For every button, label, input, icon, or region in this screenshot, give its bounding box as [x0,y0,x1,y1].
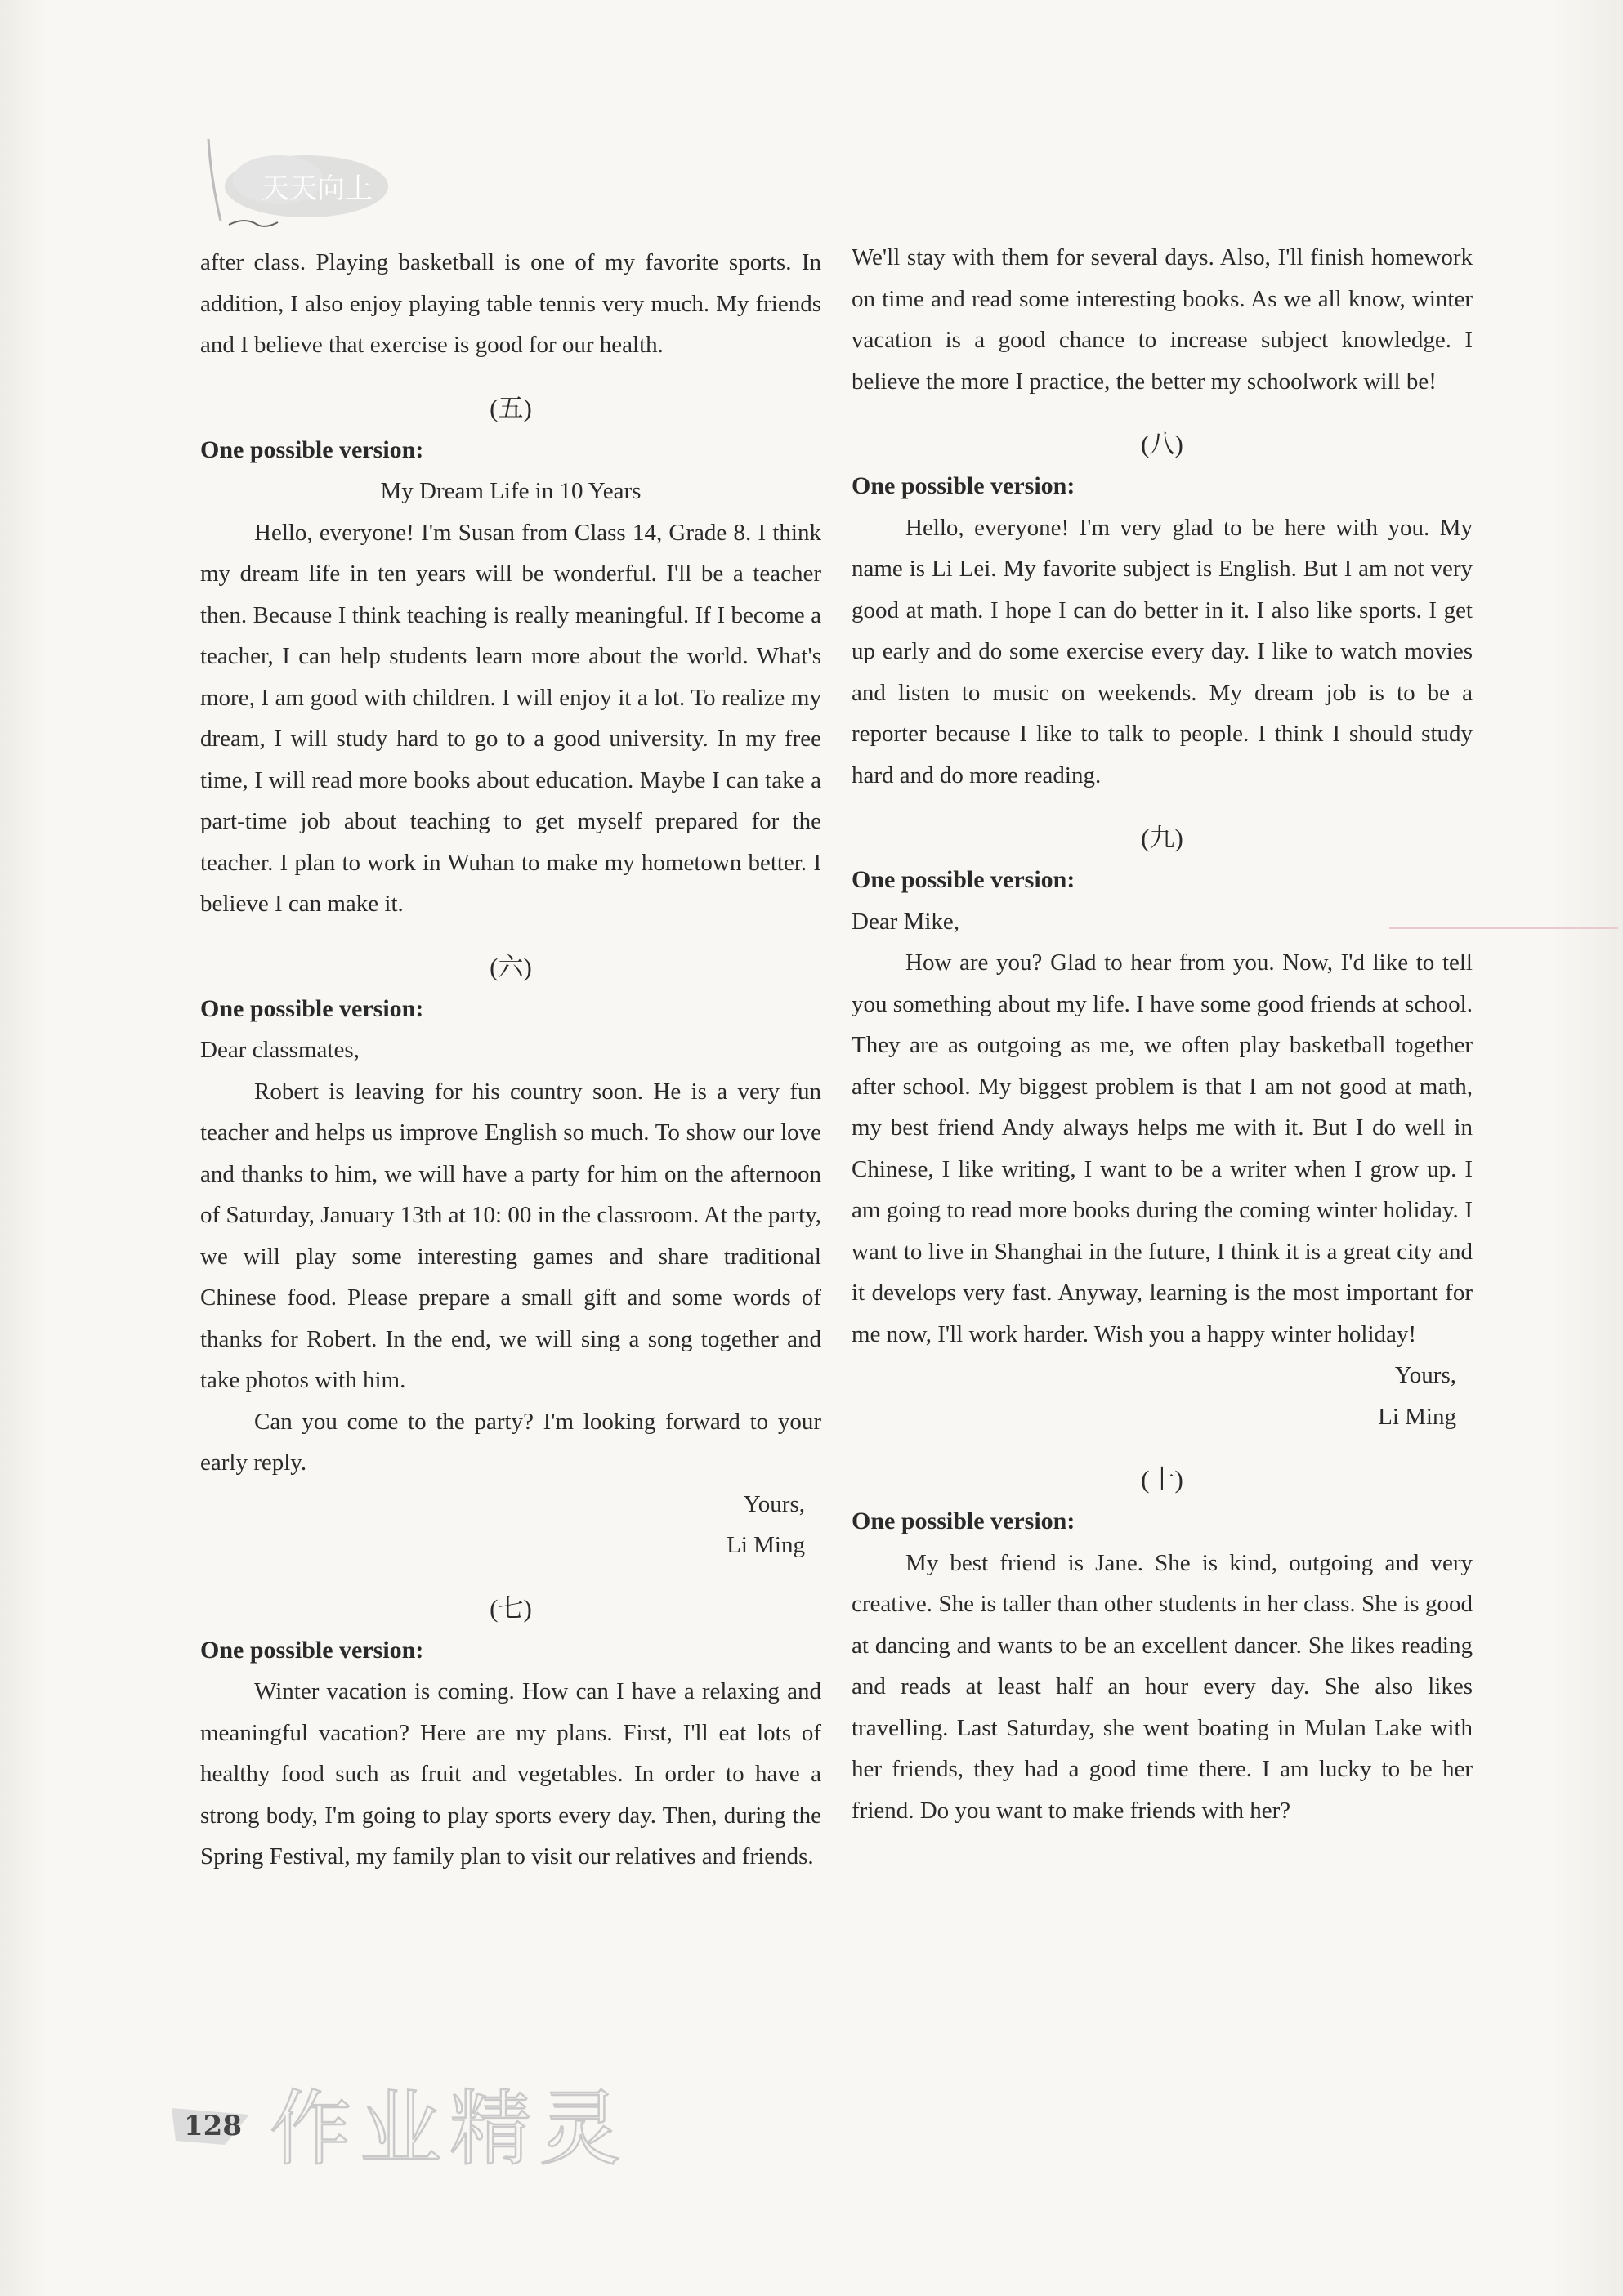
section-heading: (六) [490,952,532,981]
body-text: Dear Mike, [852,908,960,935]
right-column [852,237,1473,1831]
version-label: One possible version: [852,472,1075,499]
section-heading: (九) [1141,824,1183,852]
section-heading: (十) [1141,1465,1183,1494]
paragraph: Robert is leaving for his country soon. He is a very fun teacher and helps us improve English so much. To show our love and thanks to him, we will have a party for him on the afternoon of Saturday, January 13th at 10: 00 in the classroom. At the party, we will play some interesting games and share traditional Chinese food. Please prepare a small gift and some words of thanks for Robert. In the end, we will sing a song together and take photos with him. [200,1078,821,1393]
paragraph: My best friend is Jane. She is kind, outgoing and very creative. She is taller than other students in her class. She is good at dancing and wants to be an excellent dancer. She likes reading and reads at least half an hour every day. She also likes travelling. Last Saturday, she went boating in Mulan Lake with her friends, they had a good time there. I am lucky to be her friend. Do you want to make friends with her? [852,1549,1473,1824]
version-label: One possible version: [852,1508,1075,1534]
page-number: 128 [184,2110,242,2142]
version-label: One possible version: [200,994,424,1022]
paragraph: Hello, everyone! I'm Susan from Class 14, Grade 8. I think my dream life in ten years will be wonderful. I'll be a teacher then. Because I think teaching is really meaningful. If I become a teacher, I can help students learn more about the world. What's more, I am good with children. I will enjoy it a lot. To realize my dream, I will study hard to go to a good university. In my free time, I will read more books about education. Maybe I can take a part-time job about teaching to get myself prepared for the teacher. I plan to work in Wuhan to make my hometown better. I believe I can make it. [200,519,821,917]
body-text: We'll stay with them for several days. Also, I'll finish homework on time and read some interesting books. As we all know, winter vacation is a good chance to increase subject knowledge. I believe the more I practice, the better my schoolwork will be! [852,244,1473,395]
paragraph: Winter vacation is coming. How can I have a relaxing and meaningful vacation? Here are my plans. First, I'll eat lots of healthy food such as fruit and vegetables. In order to have a strong body, I'm going to play sports every day. Then, during the Spring Festival, my family plan to visit our relatives and friends. [200,1678,821,1869]
section-heading: (五) [490,393,532,422]
left-column [200,242,821,1878]
paragraph: How are you? Glad to hear from you. Now, I'd like to tell you something about my life. I have some good friends at school. They are as outgoing as me, we often play basketball together after school. My biggest problem is that I am not good at math, my best friend Andy always helps me with it. But I do well in Chinese, I like writing, I want to be a writer when I grow up. I am going to read more books during the coming winter holiday. I want to live in Shanghai in the future, I think it is a great city and it develops very fast. Anyway, learning is the most important for me now, I'll work harder. Wish you a happy winter holiday! [852,949,1473,1347]
header-logo [196,123,392,237]
body-text: after class. Playing basketball is one of my favorite sports. In addition, I also enjoy playing table tennis very much. My friends and I believe that exercise is good for our health. [200,249,821,358]
watermark-text: 作业精灵 [270,2081,629,2177]
paragraph: Can you come to the party? I'm looking forward to your early reply. [200,1408,821,1476]
paragraph: Hello, everyone! I'm very glad to be here with you. My name is Li Lei. My favorite subject is English. But I am not very good at math. I hope I can do better in it. I also like sports. I get up early and do some exercise every day. I like to watch movies and listen to music on weekends. My dream job is to be a reporter because I like to talk to people. I think I should study hard and do more reading. [852,514,1473,788]
signature-line: Yours, [743,1490,805,1517]
version-label: One possible version: [200,1636,424,1664]
signature-line: Li Ming [727,1532,805,1558]
version-label: One possible version: [852,866,1075,893]
signature-line: Yours, [1394,1362,1456,1388]
logo-text: 天天向上 [262,172,373,205]
signature-line: Li Ming [1378,1403,1456,1430]
version-label: One possible version: [200,436,424,463]
essay-title: My Dream Life in 10 Years [380,478,642,504]
section-heading: (七) [490,1593,532,1623]
section-heading: (八) [1141,430,1183,458]
body-text: Dear classmates, [200,1037,360,1063]
